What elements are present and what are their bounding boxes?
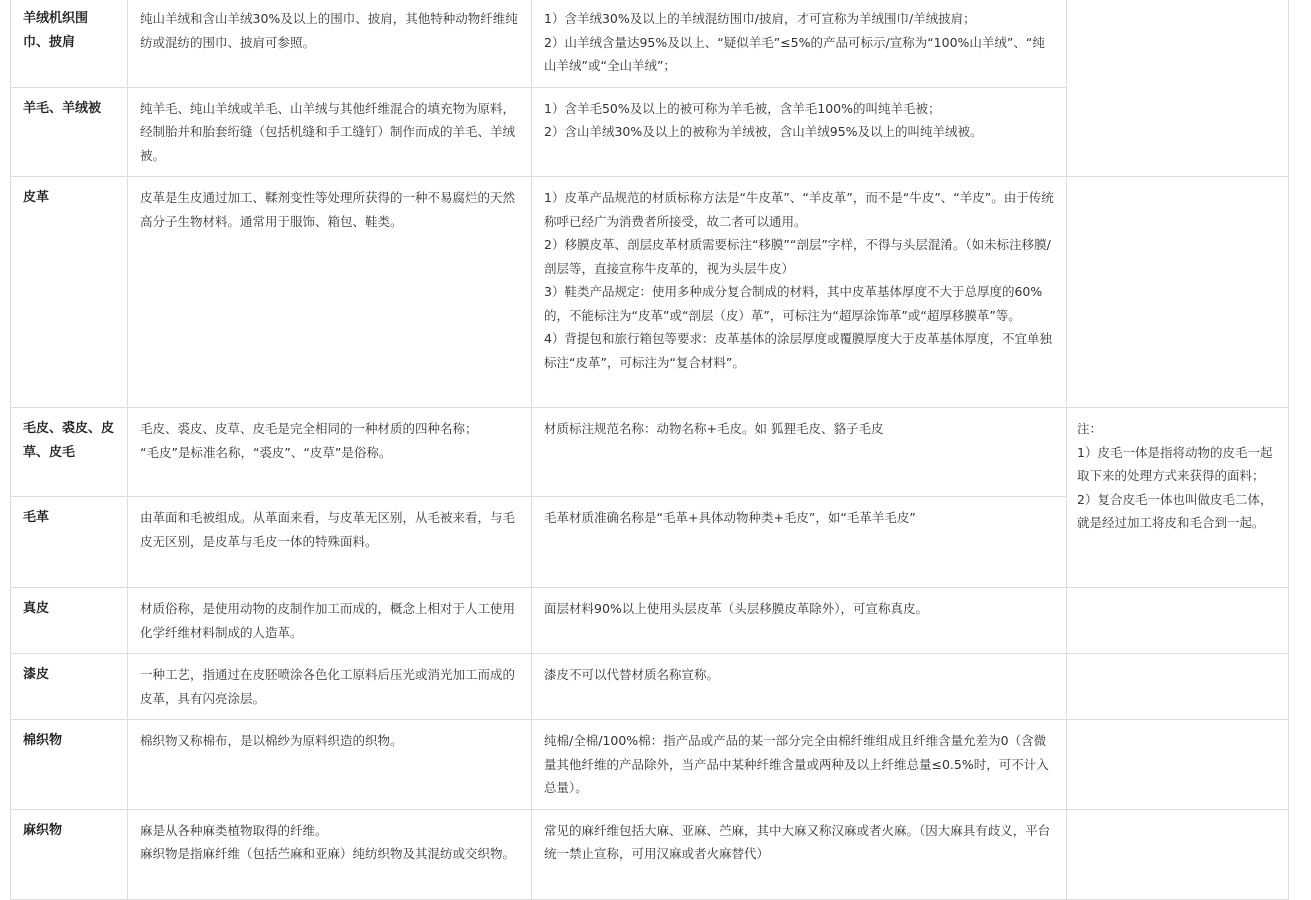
table-row	[11, 408, 1289, 497]
material-name: 毛革	[11, 497, 128, 588]
labeling-rule: 2）移膜皮革、剖层皮革材质需要标注“移膜”“剖层”字样，不得与头层混淆。（如未标注移膜/剖层等，直接宣称牛皮革的，视为头层牛皮）	[544, 237, 1051, 276]
definition-text: 材质俗称，是使用动物的皮制作加工而成的，概念上相对于人工使用化学纤维材料制成的人造革。	[140, 601, 516, 640]
labeling-rules	[532, 654, 1067, 720]
labeling-rule: 4）背提包和旅行箱包等要求：皮革基体的涂层厚度或覆膜厚度大于皮革基体厚度，不宜单独标注“皮革”，可标注为“复合材料”。	[544, 331, 1052, 370]
material-definition	[128, 497, 532, 588]
definition-text: 麻是从各种麻类植物取得的纤维。	[140, 822, 328, 838]
notes-cell	[1067, 177, 1289, 408]
labeling-rule: 材质标注规范名称：动物名称+毛皮。如 狐狸毛皮、貉子毛皮	[544, 421, 884, 436]
definition-text: 纯山羊绒和含山羊绒30%及以上的围巾、披肩，其他特种动物纤维纯纺或混纺的围巾、披肩可参照。	[140, 11, 518, 50]
labeling-rule: 2）山羊绒含量达95%及以上、“疑似羊毛”≤5%的产品可标示/宣称为“100%山羊绒”、“纯山羊绒”或“全山羊绒”；	[544, 34, 1045, 73]
material-definition	[128, 809, 532, 899]
labeling-rule: 2）含山羊绒30%及以上的被称为羊绒被，含山羊绒95%及以上的叫纯羊绒被。	[544, 124, 983, 139]
notes-heading: 注：	[1077, 421, 1103, 436]
material-name: 毛皮、裘皮、皮草、皮毛	[11, 408, 128, 497]
labeling-rules	[532, 0, 1067, 87]
labeling-rule: 1）皮革产品规范的材质标称方法是“牛皮革”、“羊皮革”，而不是“牛皮”、“羊皮”。由于传统称呼已经广为消费者所接受，故二者可以通用。	[544, 190, 1054, 229]
labeling-rules	[532, 87, 1067, 177]
notes-cell	[1067, 809, 1289, 899]
material-definition	[128, 0, 532, 87]
notes-cell	[1067, 720, 1289, 810]
note-item: 1）皮毛一体是指将动物的皮毛一起取下来的处理方式来获得的面料；	[1077, 444, 1273, 483]
table-row	[11, 588, 1289, 654]
labeling-rule: 3）鞋类产品规定：使用多种成分复合制成的材料，其中皮革基体厚度不大于总厚度的60%的，不能标注为“皮革”或“剖层（皮）革”，可标注为“超厚涂饰革”或“超厚移膜革”等。	[544, 284, 1043, 323]
definition-text: 由革面和毛被组成。从革面来看，与皮革无区别，从毛被来看，与毛皮无区别，是皮革与毛皮一体的特殊面料。	[140, 510, 516, 549]
material-definition	[128, 177, 532, 408]
note-item: 2）复合皮毛一体也叫做皮毛二体，就是经过加工将皮和毛合到一起。	[1077, 491, 1273, 530]
labeling-rule: 1）含羊绒30%及以上的羊绒混纺围巾/披肩，才可宣称为羊绒围巾/羊绒披肩；	[544, 11, 976, 26]
labeling-rules	[532, 497, 1067, 588]
material-name: 真皮	[11, 588, 128, 654]
table-row	[11, 809, 1289, 899]
material-name: 漆皮	[11, 654, 128, 720]
material-name: 羊毛、羊绒被	[11, 87, 128, 177]
labeling-rule: 漆皮不可以代替材质名称宣称。	[544, 667, 720, 682]
labeling-rules	[532, 408, 1067, 497]
material-labeling-table	[10, 0, 1289, 900]
notes-cell	[1067, 588, 1289, 654]
material-definition	[128, 654, 532, 720]
labeling-rule: 常见的麻纤维包括大麻、亚麻、苎麻，其中大麻又称汉麻或者火麻。（因大麻具有歧义，平台统一禁止宣称，可用汉麻或者火麻替代）	[544, 822, 1051, 861]
table-row	[11, 654, 1289, 720]
notes-cell	[1067, 0, 1289, 177]
material-definition	[128, 408, 532, 497]
definition-text: 纯羊毛、纯山羊绒或羊毛、山羊绒与其他纤维混合的填充物为原料，经制胎并和胎套绗缝（包括机缝和手工缝钉）制作而成的羊毛、羊绒被。	[140, 100, 516, 163]
table-row	[11, 0, 1289, 87]
definition-text: 一种工艺，指通过在皮胚喷涂各色化工原料后压光或消光加工而成的皮革，具有闪亮涂层。	[140, 667, 516, 706]
fur-notes	[1067, 408, 1289, 588]
definition-text: 棉织物又称棉布，是以棉纱为原料织造的织物。	[140, 733, 403, 748]
definition-text: 麻织物是指麻纤维（包括苎麻和亚麻）纯纺织物及其混纺或交织物。	[140, 846, 516, 861]
material-definition	[128, 588, 532, 654]
notes-cell	[1067, 654, 1289, 720]
material-name: 皮革	[11, 177, 128, 408]
labeling-rules	[532, 177, 1067, 408]
labeling-rule: 毛革材质准确名称是“毛革+具体动物种类+毛皮”，如“毛革羊毛皮”	[544, 510, 916, 525]
table-row	[11, 177, 1289, 408]
material-name: 棉织物	[11, 720, 128, 810]
definition-text: 毛皮、裘皮、皮草、皮毛是完全相同的一种材质的四种名称；	[140, 421, 478, 436]
labeling-rules	[532, 720, 1067, 810]
table-row	[11, 720, 1289, 810]
material-definition	[128, 720, 532, 810]
labeling-rules	[532, 588, 1067, 654]
definition-text: “毛皮”是标准名称，“裘皮”、“皮草”是俗称。	[140, 444, 392, 460]
labeling-rules	[532, 809, 1067, 899]
definition-text: 皮革是生皮通过加工、鞣剂变性等处理所获得的一种不易腐烂的天然高分子生物材料。通常用于服饰、箱包、鞋类。	[140, 190, 516, 229]
labeling-rule: 面层材料90%以上使用头层皮革（头层移膜皮革除外），可宣称真皮。	[544, 601, 929, 616]
labeling-rule: 1）含羊毛50%及以上的被可称为羊毛被，含羊毛100%的叫纯羊毛被；	[544, 100, 941, 116]
material-name: 羊绒机织围巾、披肩	[11, 0, 128, 87]
labeling-rule: 纯棉/全棉/100%棉：指产品或产品的某一部分完全由棉纤维组成且纤维含量允差为0（含微量其他纤维的产品除外，当产品中某种纤维含量或两种及以上纤维总量≤0.5%时，可不计入总量）。	[544, 733, 1049, 795]
material-definition	[128, 87, 532, 177]
material-name: 麻织物	[11, 809, 128, 899]
